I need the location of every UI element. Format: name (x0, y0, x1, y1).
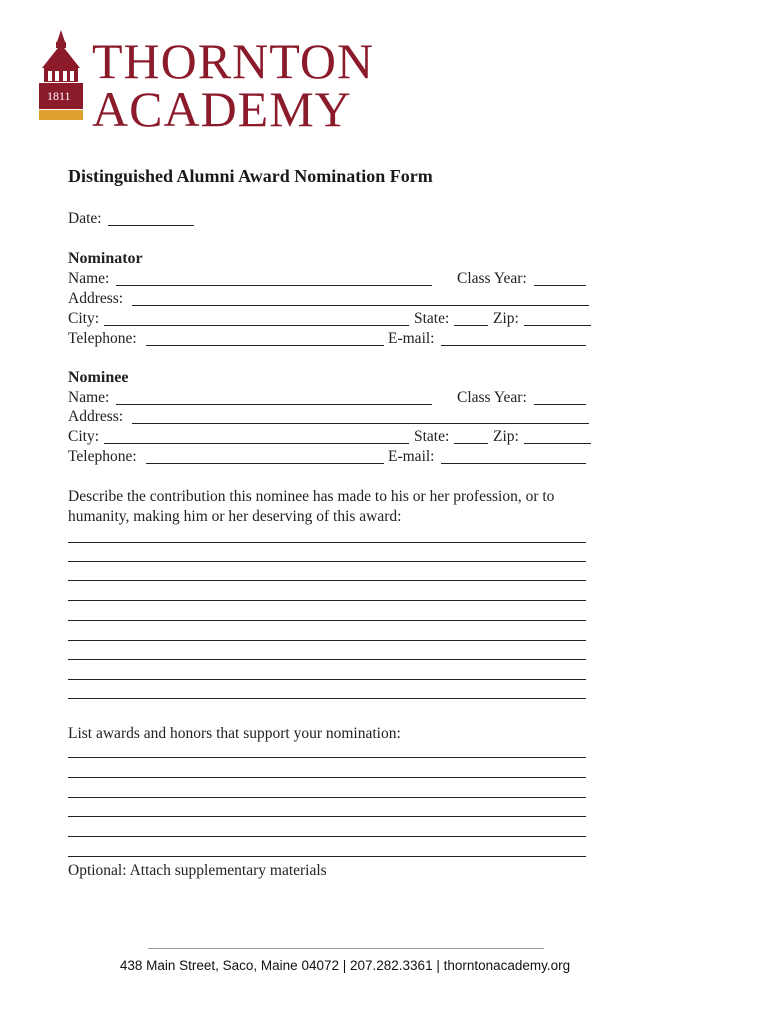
optional-note: Optional: Attach supplementary materials (68, 862, 327, 879)
nominator-state-label: State: (414, 310, 450, 327)
clock-tower-icon (36, 28, 86, 122)
school-logo (36, 28, 376, 137)
nominee-state-label: State: (414, 428, 450, 445)
nominator-email-field[interactable] (441, 330, 586, 346)
nominator-address-label: Address: (68, 290, 124, 307)
nominee-class-year-label: Class Year: (457, 389, 527, 406)
nominator-zip-field[interactable] (524, 310, 591, 326)
nominee-city-label: City: (68, 428, 100, 445)
nominator-class-year-field[interactable] (534, 270, 586, 286)
contribution-prompt: Describe the contribution this nominee has made to his or her profession, or to humanity, making him or her deserving of this award: (68, 488, 555, 525)
nominee-city-field[interactable] (104, 428, 409, 444)
nominator-state-field[interactable] (454, 310, 488, 326)
awards-line[interactable] (68, 836, 586, 837)
nominee-class-year-field[interactable] (534, 389, 586, 405)
awards-prompt: List awards and honors that support your nomination: (68, 725, 401, 742)
contribution-line[interactable] (68, 620, 586, 621)
contribution-line[interactable] (68, 679, 586, 680)
awards-line[interactable] (68, 797, 586, 798)
nominee-email-label: E-mail: (388, 448, 435, 465)
form-title: Distinguished Alumni Award Nomination Form (68, 166, 433, 186)
logo-line-thornton: THORNTON (92, 33, 375, 89)
nominee-address-label: Address: (68, 408, 124, 425)
nominator-city-field[interactable] (104, 310, 409, 326)
awards-line[interactable] (68, 777, 586, 778)
nominator-city-label: City: (68, 310, 100, 327)
footer-divider (148, 948, 544, 949)
contribution-line[interactable] (68, 698, 586, 699)
nominee-heading: Nominee (68, 369, 129, 386)
contribution-line[interactable] (68, 561, 586, 562)
awards-line[interactable] (68, 757, 586, 758)
nominee-telephone-label: Telephone: (68, 448, 137, 465)
contribution-line[interactable] (68, 580, 586, 581)
nominee-telephone-field[interactable] (146, 448, 384, 464)
contribution-line[interactable] (68, 542, 586, 543)
nominee-email-field[interactable] (441, 448, 586, 464)
awards-line[interactable] (68, 816, 586, 817)
nominee-address-field[interactable] (132, 408, 589, 424)
date-field[interactable] (108, 210, 194, 226)
nominator-name-label: Name: (68, 270, 110, 287)
nominator-zip-label: Zip: (493, 310, 519, 327)
nominee-name-field[interactable] (116, 389, 432, 405)
contribution-line[interactable] (68, 640, 586, 641)
footer-contact: 438 Main Street, Saco, Maine 04072 | 207.282.3361 | thorntonacademy.org (119, 958, 571, 973)
nominator-address-field[interactable] (132, 290, 589, 306)
awards-line[interactable] (68, 856, 586, 857)
nominator-heading: Nominator (68, 250, 143, 267)
nominator-telephone-label: Telephone: (68, 330, 137, 347)
contribution-line[interactable] (68, 659, 586, 660)
logo-line-academy: ACADEMY (92, 81, 352, 137)
contribution-line[interactable] (68, 600, 586, 601)
nominator-telephone-field[interactable] (146, 330, 384, 346)
nominee-state-field[interactable] (454, 428, 488, 444)
nominator-name-field[interactable] (116, 270, 432, 286)
nominator-email-label: E-mail: (388, 330, 435, 347)
nominator-class-year-label: Class Year: (457, 270, 527, 287)
nominee-name-label: Name: (68, 389, 110, 406)
date-label: Date: (68, 210, 102, 227)
nominee-zip-label: Zip: (493, 428, 519, 445)
nominee-zip-field[interactable] (524, 428, 591, 444)
logo-year: 1811 (47, 89, 71, 103)
